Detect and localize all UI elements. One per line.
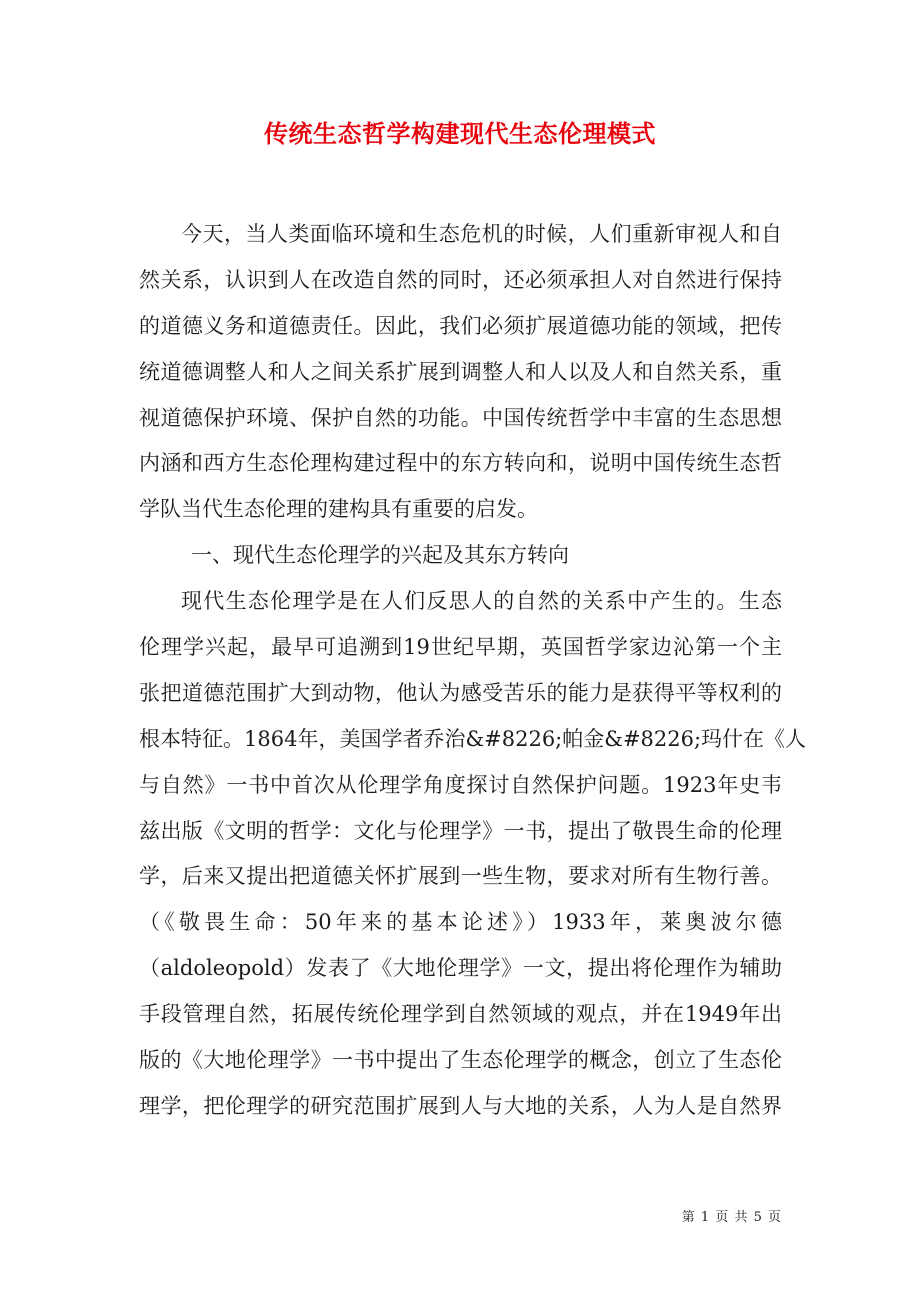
body-line: 理学，把伦理学的研究范围扩展到人与大地的关系，人为人是自然界 xyxy=(139,1093,782,1118)
body-line: 兹出版《文明的哲学：文化与伦理学》一书，提出了敬畏生命的伦理 xyxy=(139,818,782,843)
body-line: （《敬畏生命：50年来的基本论述》）1933年，莱奥波尔德 xyxy=(139,910,782,935)
body-line: 学，后来又提出把道德关怀扩展到一些生物，要求对所有生物行善。 xyxy=(139,864,782,889)
body-line: 现代生态伦理学是在人们反思人的自然的关系中产生的。生态 xyxy=(181,589,782,614)
body-line: 的道德义务和道德责任。因此，我们必须扩展道德功能的领域，把传 xyxy=(139,313,782,338)
body-line: 与自然》一书中首次从伦理学角度探讨自然保护问题。1923年史韦 xyxy=(139,772,782,797)
body-line: 今天，当人类面临环境和生态危机的时候，人们重新审视人和自 xyxy=(181,222,782,246)
body-line: 版的《大地伦理学》一书中提出了生态伦理学的概念，创立了生态伦 xyxy=(139,1048,782,1073)
body-line: 张把道德范围扩大到动物，他认为感受苦乐的能力是获得平等权利的 xyxy=(139,680,782,705)
body-line: 伦理学兴起，最早可追溯到19世纪早期，英国哲学家边沁第一个主 xyxy=(139,635,782,660)
body-line: 统道德调整人和人之间关系扩展到调整人和人以及人和自然关系，重 xyxy=(139,359,782,384)
body-line: 内涵和西方生态伦理构建过程中的东方转向和，说明中国传统生态哲 xyxy=(139,451,782,476)
page-footer: 第 1 页 共 5 页 xyxy=(681,1210,782,1225)
document-body xyxy=(139,212,807,1130)
body-line: 学队当代生态伦理的建构具有重要的启发。 xyxy=(139,497,538,522)
section-heading: 一、现代生态伦理学的兴起及其东方转向 xyxy=(191,543,569,568)
body-line: 手段管理自然，拓展传统伦理学到自然领域的观点，并在1949年出 xyxy=(139,1002,782,1027)
body-line: （aldoleopold）发表了《大地伦理学》一文，提出将伦理作为辅助 xyxy=(139,956,782,981)
document-title: 传统生态哲学构建现代生态伦理模式 xyxy=(264,119,656,148)
body-line: 视道德保护环境、保护自然的功能。中国传统哲学中丰富的生态思想 xyxy=(139,405,782,430)
body-line: 根本特征。1864年，美国学者乔治&#8226;帕金&#8226;玛什在《人 xyxy=(139,726,807,751)
body-line: 然关系，认识到人在改造自然的同时，还必须承担人对自然进行保持 xyxy=(139,267,782,292)
